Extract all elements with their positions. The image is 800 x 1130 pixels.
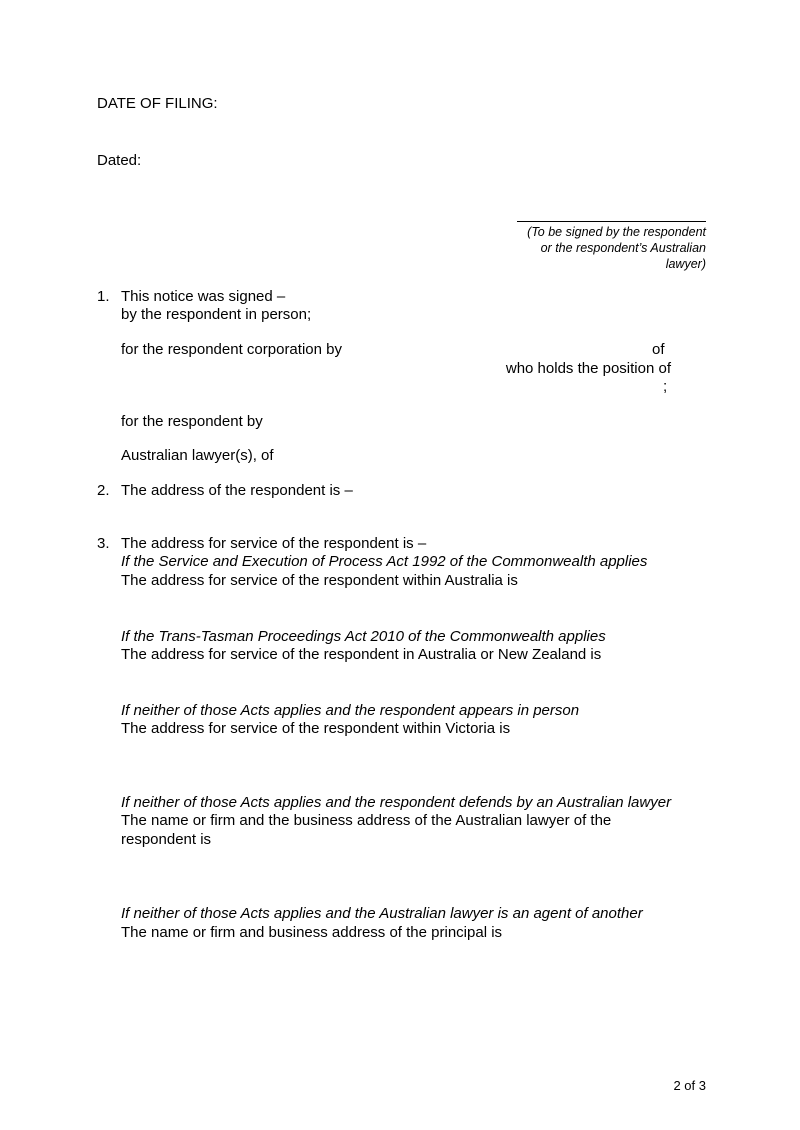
service-address-line: The name or firm and the business address of the Australian lawyer of the [121, 812, 612, 829]
item1-position: who holds the position of [505, 360, 671, 377]
item1-lawyer: Australian lawyer(s), of [121, 447, 274, 464]
signature-caption [470, 224, 706, 272]
item1-heading: This notice was signed – [121, 288, 286, 305]
service-condition: If neither of those Acts applies and the Australian lawyer is an agent of another [121, 905, 643, 922]
service-condition: If the Trans-Tasman Proceedings Act 2010 of the Commonwealth applies [121, 628, 606, 645]
service-address-line: The address for service of the respondent in Australia or New Zealand is [121, 646, 602, 663]
service-condition: If neither of those Acts applies and the respondent defends by an Australian lawyer [121, 794, 672, 811]
item3-text: The address for service of the respondent is – [121, 535, 427, 552]
service-address-line: The name or firm and business address of the principal is [121, 924, 503, 941]
signature-caption-line: lawyer) [665, 257, 706, 271]
service-address-line: The address for service of the respondent within Australia is [121, 572, 518, 589]
item-number: 1. [97, 288, 110, 305]
item1-in-person: by the respondent in person; [121, 306, 312, 323]
item1-corporation: for the respondent corporation by [121, 341, 342, 358]
service-condition: If the Service and Execution of Process Act 1992 of the Commonwealth applies [121, 553, 648, 570]
page-number: 2 of 3 [673, 1078, 706, 1093]
service-address-line: respondent is [121, 831, 212, 848]
item1-of: of [652, 341, 665, 358]
date-of-filing-label: DATE OF FILING: [97, 95, 218, 112]
item1-respondent-by: for the respondent by [121, 413, 263, 430]
signature-line [517, 221, 706, 222]
item1-semicolon: ; [663, 378, 668, 395]
signature-caption-line: or the respondent’s Australian [540, 241, 706, 255]
item-number: 3. [97, 535, 110, 552]
dated-label: Dated: [97, 152, 142, 169]
service-condition: If neither of those Acts applies and the respondent appears in person [121, 702, 580, 719]
signature-caption-line: (To be signed by the respondent [527, 225, 706, 239]
item-number: 2. [97, 482, 110, 499]
service-address-line: The address for service of the respondent within Victoria is [121, 720, 511, 737]
item2-text: The address of the respondent is – [121, 482, 353, 499]
